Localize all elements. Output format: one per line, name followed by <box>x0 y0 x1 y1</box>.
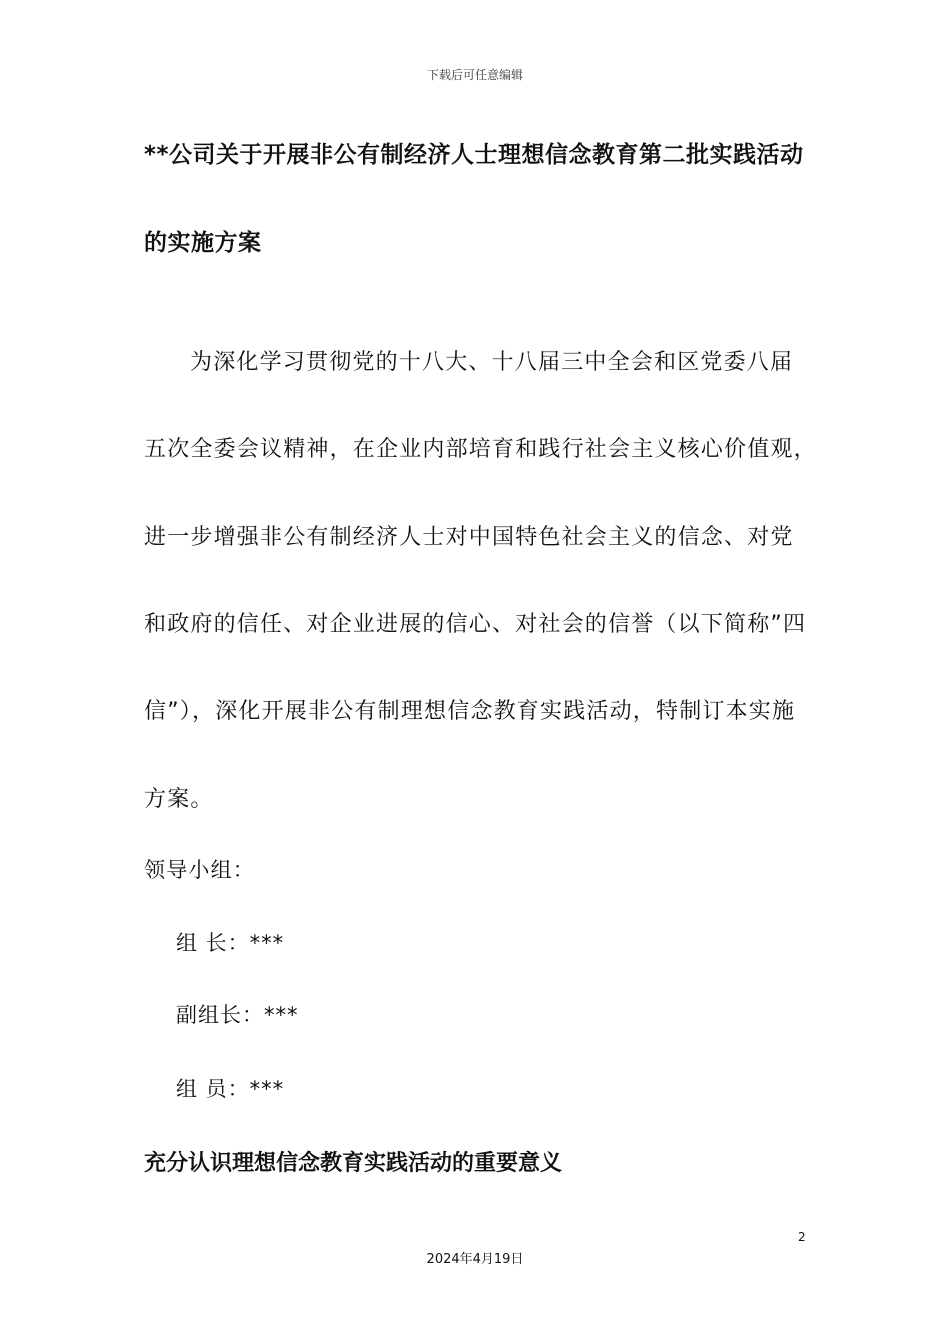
footer-date: 2024年4月19日 <box>426 1252 524 1267</box>
intro-line-2: 五次全委会议精神，在企业内部培育和践行社会主义核心价值观， <box>144 437 817 462</box>
header-note: 下载后可任意编辑 <box>426 68 523 82</box>
member-leader: 组 长：*** <box>176 931 285 955</box>
intro-line-3: 进一步增强非公有制经济人士对中国特色社会主义的信念、对党 <box>144 525 794 550</box>
leadership-label: 领导小组： <box>144 858 255 882</box>
intro-line-4: 和政府的信任、对企业进展的信心、对社会的信誉（以下简称”四 <box>144 612 807 637</box>
section-heading: 充分认识理想信念教育实践活动的重要意义 <box>144 1151 563 1176</box>
document-title-line-2: 的实施方案 <box>144 230 262 256</box>
intro-line-5: 信”），深化开展非公有制理想信念教育实践活动，特制订本实施 <box>144 699 796 724</box>
document-title-line-1: **公司关于开展非公有制经济人士理想信念教育第二批实践活动 <box>144 142 804 168</box>
member-members: 组 员：*** <box>176 1077 285 1101</box>
intro-line-6: 方案。 <box>144 787 214 812</box>
intro-line-1: 为深化学习贯彻党的十八大、十八届三中全会和区党委八届 <box>190 350 794 375</box>
page-number: 2 <box>798 1230 806 1244</box>
member-deputy-leader: 副组长：*** <box>176 1003 299 1027</box>
